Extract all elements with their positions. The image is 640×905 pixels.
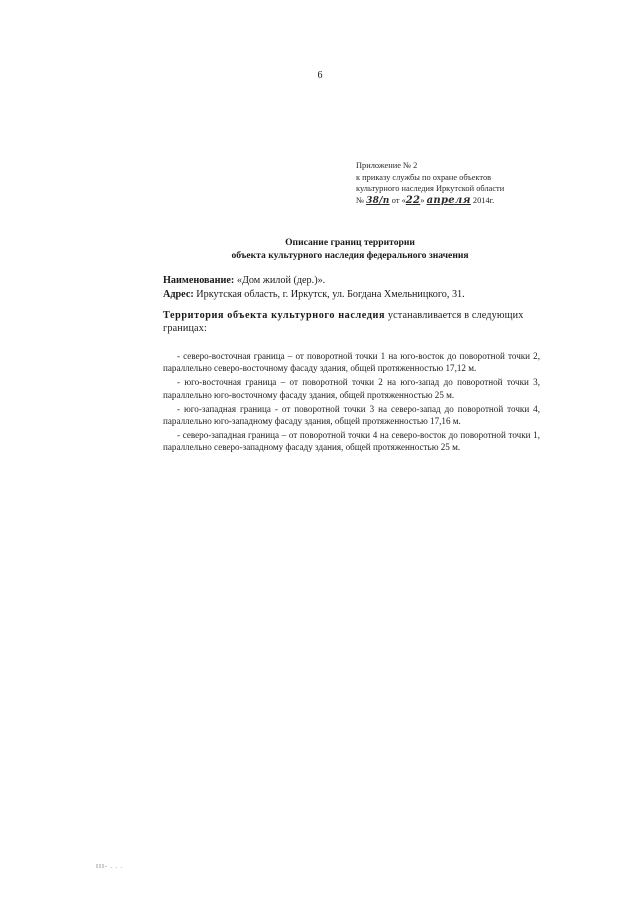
appendix-line-2: к приказу службы по охране объектов [356,172,492,182]
appendix-block [356,160,546,207]
address-label: Адрес: [163,288,194,300]
boundary-northeast: - северо-восточная граница – от поворотной точки 1 на юго-восток до поворотной точки 2, параллельно северо-восточному фасаду здания, общей протяженностью 17,12 м. [163,351,540,374]
scan-corner-mark: III- . . . [96,864,123,870]
name-label: Наименование: [163,275,235,286]
name-value: «Дом жилой (дер.)». [236,275,326,286]
page-number: 6 [317,70,323,81]
object-address-row [163,288,543,302]
intro-paragraph [163,310,537,335]
object-name-row [163,274,543,288]
order-year: 2014г. [472,195,495,205]
object-meta [163,274,543,301]
order-number: 38/п [366,195,390,206]
order-from: от « [391,195,406,205]
heading-line-2: объекта культурного наследия федерального значения [231,250,469,261]
order-prefix: № [356,195,364,205]
order-day: 22 [405,194,421,206]
boundaries-list [163,350,540,456]
appendix-line-3: культурного наследия Иркутской области [356,184,505,194]
order-month: апреля [426,194,471,206]
boundary-southeast: - юго-восточная граница – от поворотной точки 2 на юго-запад до поворотной точки 3, параллельно юго-восточному фасаду здания, общей протяженностью 25 м. [163,377,540,400]
order-quote: » [420,195,425,205]
intro-bold: Территория объекта культурного наследия [163,310,386,321]
order-line [356,195,546,208]
address-value: Иркутская область, г. Иркутск, ул. Богдана Хмельницкого, 31. [196,288,465,300]
appendix-line-1: Приложение № 2 [356,161,418,170]
document-heading [160,236,540,262]
heading-line-1: Описание границ территории [285,237,415,248]
boundary-southwest: - юго-западная граница - от поворотной точки 3 на северо-запад до поворотной точки 4, параллельно юго-западному фасаду здания, общей протяженностью 17,16 м. [163,403,540,427]
boundary-northwest: - северо-западная граница – от поворотной точки 4 на северо-восток до поворотной точки 1, параллельно северо-западному фасаду здания, общей протяженностью 25 м. [163,430,540,453]
intro-rest: устанавливается в следующих границах: [163,310,524,334]
